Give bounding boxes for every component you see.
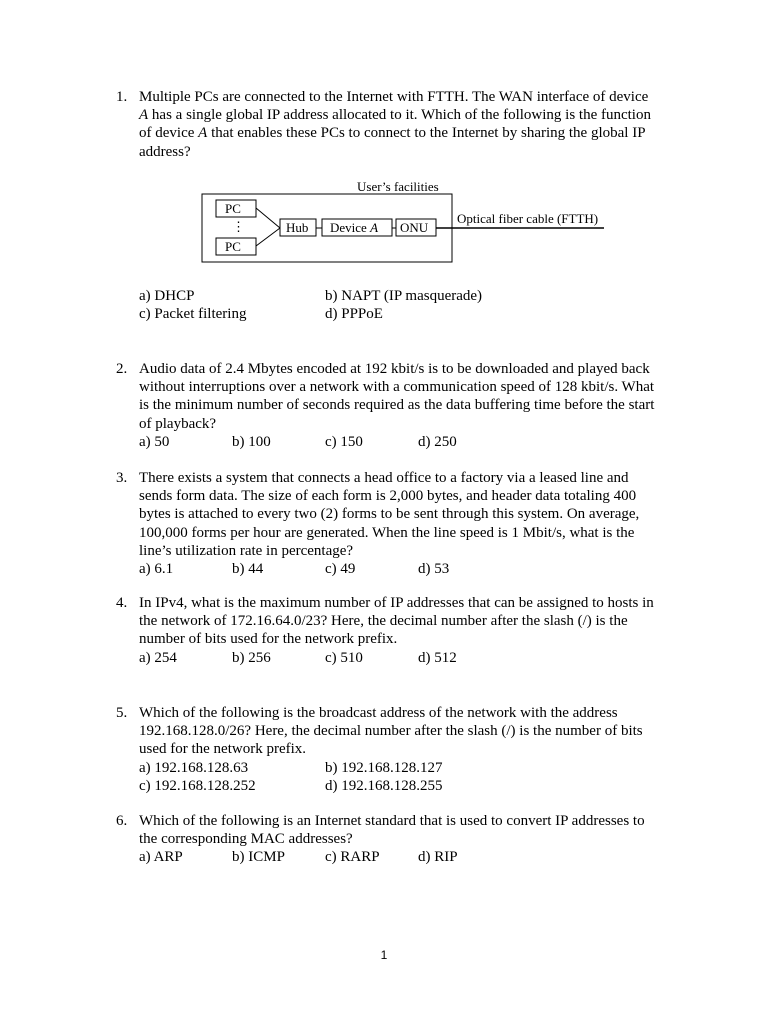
- question-line: of playback?: [139, 415, 217, 432]
- option-d[interactable]: d) 192.168.128.255: [325, 777, 443, 794]
- question-line: 100,000 forms per hour are generated. When the line speed is 1 Mbit/s, what is the: [139, 524, 635, 541]
- option-b[interactable]: b) ICMP: [232, 849, 285, 866]
- option-b[interactable]: b) 44: [232, 561, 264, 578]
- network-diagram: [200, 178, 620, 266]
- question-line: Which of the following is the broadcast address of the network with the address: [139, 705, 618, 721]
- question-text: [139, 88, 676, 161]
- question-line: the network of 172.16.64.0/23? Here, the decimal number after the slash (/) is the: [139, 613, 628, 630]
- option-a[interactable]: a) 50: [139, 433, 170, 450]
- question-6: [116, 812, 676, 867]
- question-line: is the minimum number of seconds required as the data buffering time before the start: [139, 397, 655, 414]
- question-number: 1.: [116, 89, 128, 105]
- question-text: [139, 469, 676, 560]
- option-b[interactable]: b) 192.168.128.127: [325, 759, 443, 776]
- option-b[interactable]: b) 256: [232, 649, 271, 666]
- hub-label: Hub: [286, 220, 309, 235]
- question-3: [116, 469, 676, 578]
- options: [139, 433, 676, 451]
- question-2: [116, 360, 676, 451]
- options: [139, 759, 676, 795]
- question-text: [139, 594, 676, 649]
- options: [139, 560, 676, 578]
- question-number: 6.: [116, 813, 128, 829]
- cable-label: Optical fiber cable (FTTH): [457, 211, 599, 226]
- question-number: 3.: [116, 470, 128, 486]
- question-4: [116, 594, 676, 667]
- option-d[interactable]: d) 53: [418, 561, 450, 578]
- question-number: 5.: [116, 705, 128, 721]
- question-line: sends form data. The size of each form is 2,000 bytes, and header data totaling 400: [139, 488, 637, 505]
- question-line: Audio data of 2.4 Mbytes encoded at 192 kbit/s is to be downloaded and played back: [139, 361, 650, 377]
- pc-bottom-label: PC: [225, 239, 241, 254]
- option-c[interactable]: c) Packet filtering: [139, 306, 247, 323]
- option-a[interactable]: a) 6.1: [139, 561, 174, 578]
- question-number: 2.: [116, 361, 128, 377]
- option-b[interactable]: b) 100: [232, 433, 271, 450]
- question-line: number of bits used for the network prefix.: [139, 631, 398, 648]
- options: [139, 848, 676, 866]
- pc-top-link: [256, 208, 280, 228]
- option-c[interactable]: c) 192.168.128.252: [139, 777, 256, 794]
- question-line: 192.168.128.0/26? Here, the decimal number after the slash (/) is the number of bits: [139, 723, 643, 740]
- option-c[interactable]: c) 510: [325, 649, 363, 666]
- option-a[interactable]: a) 192.168.128.63: [139, 759, 249, 776]
- question-number: 4.: [116, 595, 128, 611]
- question-line: the corresponding MAC addresses?: [139, 831, 353, 848]
- option-d[interactable]: d) 512: [418, 649, 457, 666]
- pc-top-label: PC: [225, 201, 241, 216]
- options: [139, 649, 676, 667]
- option-d[interactable]: d) 250: [418, 433, 457, 450]
- question-text: [139, 812, 676, 848]
- question-5: [116, 704, 676, 795]
- question-line: A has a single global IP address allocated to it. Which of the following is the function: [139, 107, 651, 124]
- question-text: [139, 704, 676, 759]
- option-d[interactable]: d) PPPoE: [325, 306, 383, 323]
- option-c[interactable]: c) 49: [325, 561, 356, 578]
- option-a[interactable]: a) ARP: [139, 849, 183, 866]
- pc-bottom-link: [256, 228, 280, 246]
- question-line: without interruptions over a network with a communication speed of 128 kbit/s. What: [139, 379, 655, 396]
- option-b[interactable]: b) NAPT (IP masquerade): [325, 288, 483, 304]
- diagram-title: User’s facilities: [357, 179, 439, 194]
- option-a[interactable]: a) DHCP: [139, 288, 195, 304]
- option-d[interactable]: d) RIP: [418, 849, 458, 866]
- question-line: Which of the following is an Internet standard that is used to convert IP addresses to: [139, 813, 645, 829]
- question-line: used for the network prefix.: [139, 741, 307, 758]
- question-1: [116, 88, 676, 161]
- option-c[interactable]: c) RARP: [325, 849, 380, 866]
- question-text: [139, 360, 676, 433]
- question-line: bytes is attached to every two (2) forms to be sent through this system. On average,: [139, 506, 640, 523]
- question-1-options: [116, 287, 676, 323]
- question-line: In IPv4, what is the maximum number of IP addresses that can be assigned to hosts in: [139, 595, 654, 611]
- page-number: 1: [380, 948, 388, 962]
- pc-ellipsis: ⋮: [232, 219, 245, 234]
- option-c[interactable]: c) 150: [325, 433, 363, 450]
- onu-label: ONU: [400, 220, 429, 235]
- option-a[interactable]: a) 254: [139, 649, 177, 666]
- question-line: of device A that enables these PCs to connect to the Internet by sharing the global IP: [139, 125, 646, 142]
- question-line: Multiple PCs are connected to the Internet with FTTH. The WAN interface of device: [139, 89, 649, 105]
- question-line: There exists a system that connects a head office to a factory via a leased line and: [139, 470, 629, 486]
- options: [139, 287, 676, 323]
- question-line: address?: [139, 143, 191, 160]
- question-line: line’s utilization rate in percentage?: [139, 542, 354, 559]
- device-a-label: Device A: [330, 220, 379, 235]
